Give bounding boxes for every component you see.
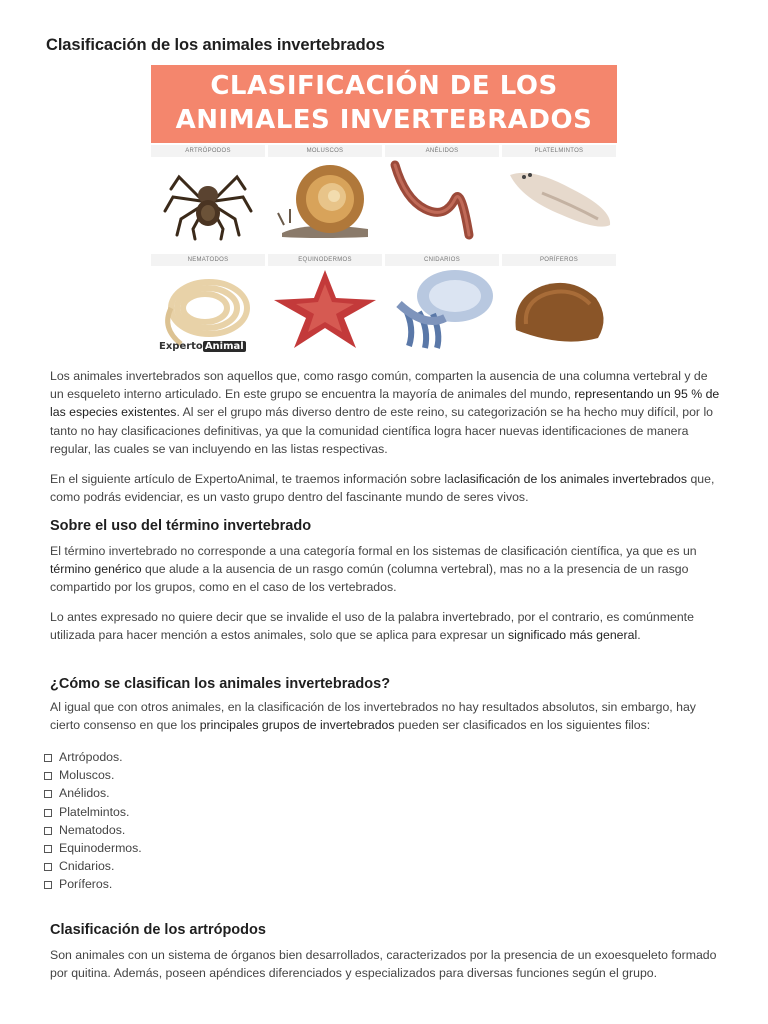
list-item-label: Anélidos. [59,786,110,801]
section-heading-clasificacion: ¿Cómo se clasifican los animales invertebrados? [50,676,391,692]
hero-label: MOLUSCOS [268,145,382,157]
nematode-image [151,268,265,350]
text: Lo antes expresado no quiere decir que se invalide el uso de la palabra invertebrado, por el contrario, es comúnmente utilizada para hacer mención a estos animales, solo que se aplica para expresar un [50,610,694,643]
hero-label: NEMATODOS [151,254,265,266]
square-bullet-icon [44,754,52,762]
square-bullet-icon [44,845,52,853]
list-item [42,839,142,857]
list-item [42,875,142,893]
hero-banner [151,65,617,143]
list-item-label: Moluscos. [59,768,115,783]
list-item [42,766,142,784]
text: El término invertebrado no corresponde a una categoría formal en los sistemas de clasificación científica, ya que es un [50,544,697,558]
jellyfish-image [385,268,499,350]
expertoanimal-logo [159,341,246,352]
hero-title-line1: CLASIFICACIÓN DE LOS [210,71,558,101]
hero-label: PORÍFEROS [502,254,616,266]
section-heading-termino: Sobre el uso del término invertebrado [50,518,312,534]
hero-title-line2: ANIMALES INVERTEBRADOS [175,105,593,135]
list-item [42,748,142,766]
sponge-image [502,268,616,350]
list-item-label: Equinodermos. [59,841,142,856]
highlight-text: principales grupos de invertebrados [199,718,395,733]
list-item-label: Artrópodos. [59,750,123,764]
square-bullet-icon [44,809,52,817]
hero-cell-cnidarios [385,254,499,350]
hero-image [151,65,617,357]
square-bullet-icon [44,772,52,780]
text: . Al ser el grupo más diverso dentro de este reino, su categorización se ha hecho muy difícil, por lo tanto no hay clasificaciones definitivas, ya que la comunidad científica logra hacer nuevas identificaciones de manera regular, las cuales se van incluyendo en las listas respectivas. [50,405,714,456]
hero-cell-poriferos [502,254,616,350]
hero-cell-equinodermos [268,254,382,350]
text: pueden ser clasificados en los siguientes filos: [394,718,651,733]
list-item-label: Platelmintos. [59,804,130,819]
hero-cell-artropodos [151,145,265,241]
section-heading-artropodos: Clasificación de los artrópodos [50,922,266,938]
highlight-text: término genérico [50,562,142,577]
intro-paragraph-2 [50,470,722,506]
logo-badge: Animal [204,341,244,352]
snail-image [268,159,382,241]
highlight-text: representando un 95 % de las especies existentes [50,387,720,420]
hero-cell-moluscos [268,145,382,241]
text: que alude a la ausencia de un rasgo común (columna vertebral), mas no a la presencia de un rasgo compartido por los grupos, como en el caso de los vertebrados. [50,562,689,595]
list-item [42,803,142,821]
hero-cell-nematodos [151,254,265,350]
square-bullet-icon [44,827,52,835]
list-item-label: Nematodos. [59,822,126,837]
text: . [637,628,641,643]
hero-label: PLATELMINTOS [502,145,616,157]
text: Los animales invertebrados son aquellos que, como rasgo común, comparten la ausencia de una columna vertebral y de un esqueleto interno articulado. En este grupo se encuentra la mayoría de animales del mundo, [50,369,708,402]
hero-cell-platelmintos [502,145,616,241]
hero-label: ARTRÓPODOS [151,145,265,157]
text: En el siguiente artículo de ExpertoAnimal, te traemos información sobre la [50,472,454,486]
section2-paragraph-1 [50,698,722,734]
list-item [42,821,142,839]
earthworm-image [385,159,499,241]
text: que, como podrás evidenciar, es un vasto grupo dentro del fascinante mundo de seres vivos. [50,472,715,505]
hero-label: ANÉLIDOS [385,145,499,157]
square-bullet-icon [44,881,52,889]
square-bullet-icon [44,863,52,871]
hero-cell-anelidos [385,145,499,241]
list-item-label: Cnidarios. [59,859,115,874]
section1-paragraph-2 [50,608,722,644]
square-bullet-icon [44,790,52,798]
list-item [42,784,142,802]
article-title: Clasificación de los animales invertebrados [46,36,385,54]
highlight-text: significado más general [507,628,638,643]
section1-paragraph-1 [50,542,722,597]
article-link[interactable]: clasificación de los animales invertebrados [453,472,688,486]
text: Al igual que con otros animales, en la clasificación de los invertebrados no hay resultados absolutos, sin embargo, hay cierto consenso en que los [50,700,696,733]
logo-text: Experto [159,341,203,352]
intro-paragraph-1 [50,367,722,458]
phyla-list [42,748,142,894]
hero-label: EQUINODERMOS [268,254,382,266]
tarantula-image [151,159,265,241]
list-item [42,857,142,875]
section3-paragraph-1: Son animales con un sistema de órganos bien desarrollados, caracterizados por la presencia de un exoesqueleto formado por quitina. Además, poseen apéndices diferenciados y especializados para diversas funciones según el grupo. [50,948,717,981]
list-item-label: Poríferos. [59,877,113,892]
flatworm-image [502,159,616,241]
starfish-image [268,268,382,350]
hero-label: CNIDARIOS [385,254,499,266]
